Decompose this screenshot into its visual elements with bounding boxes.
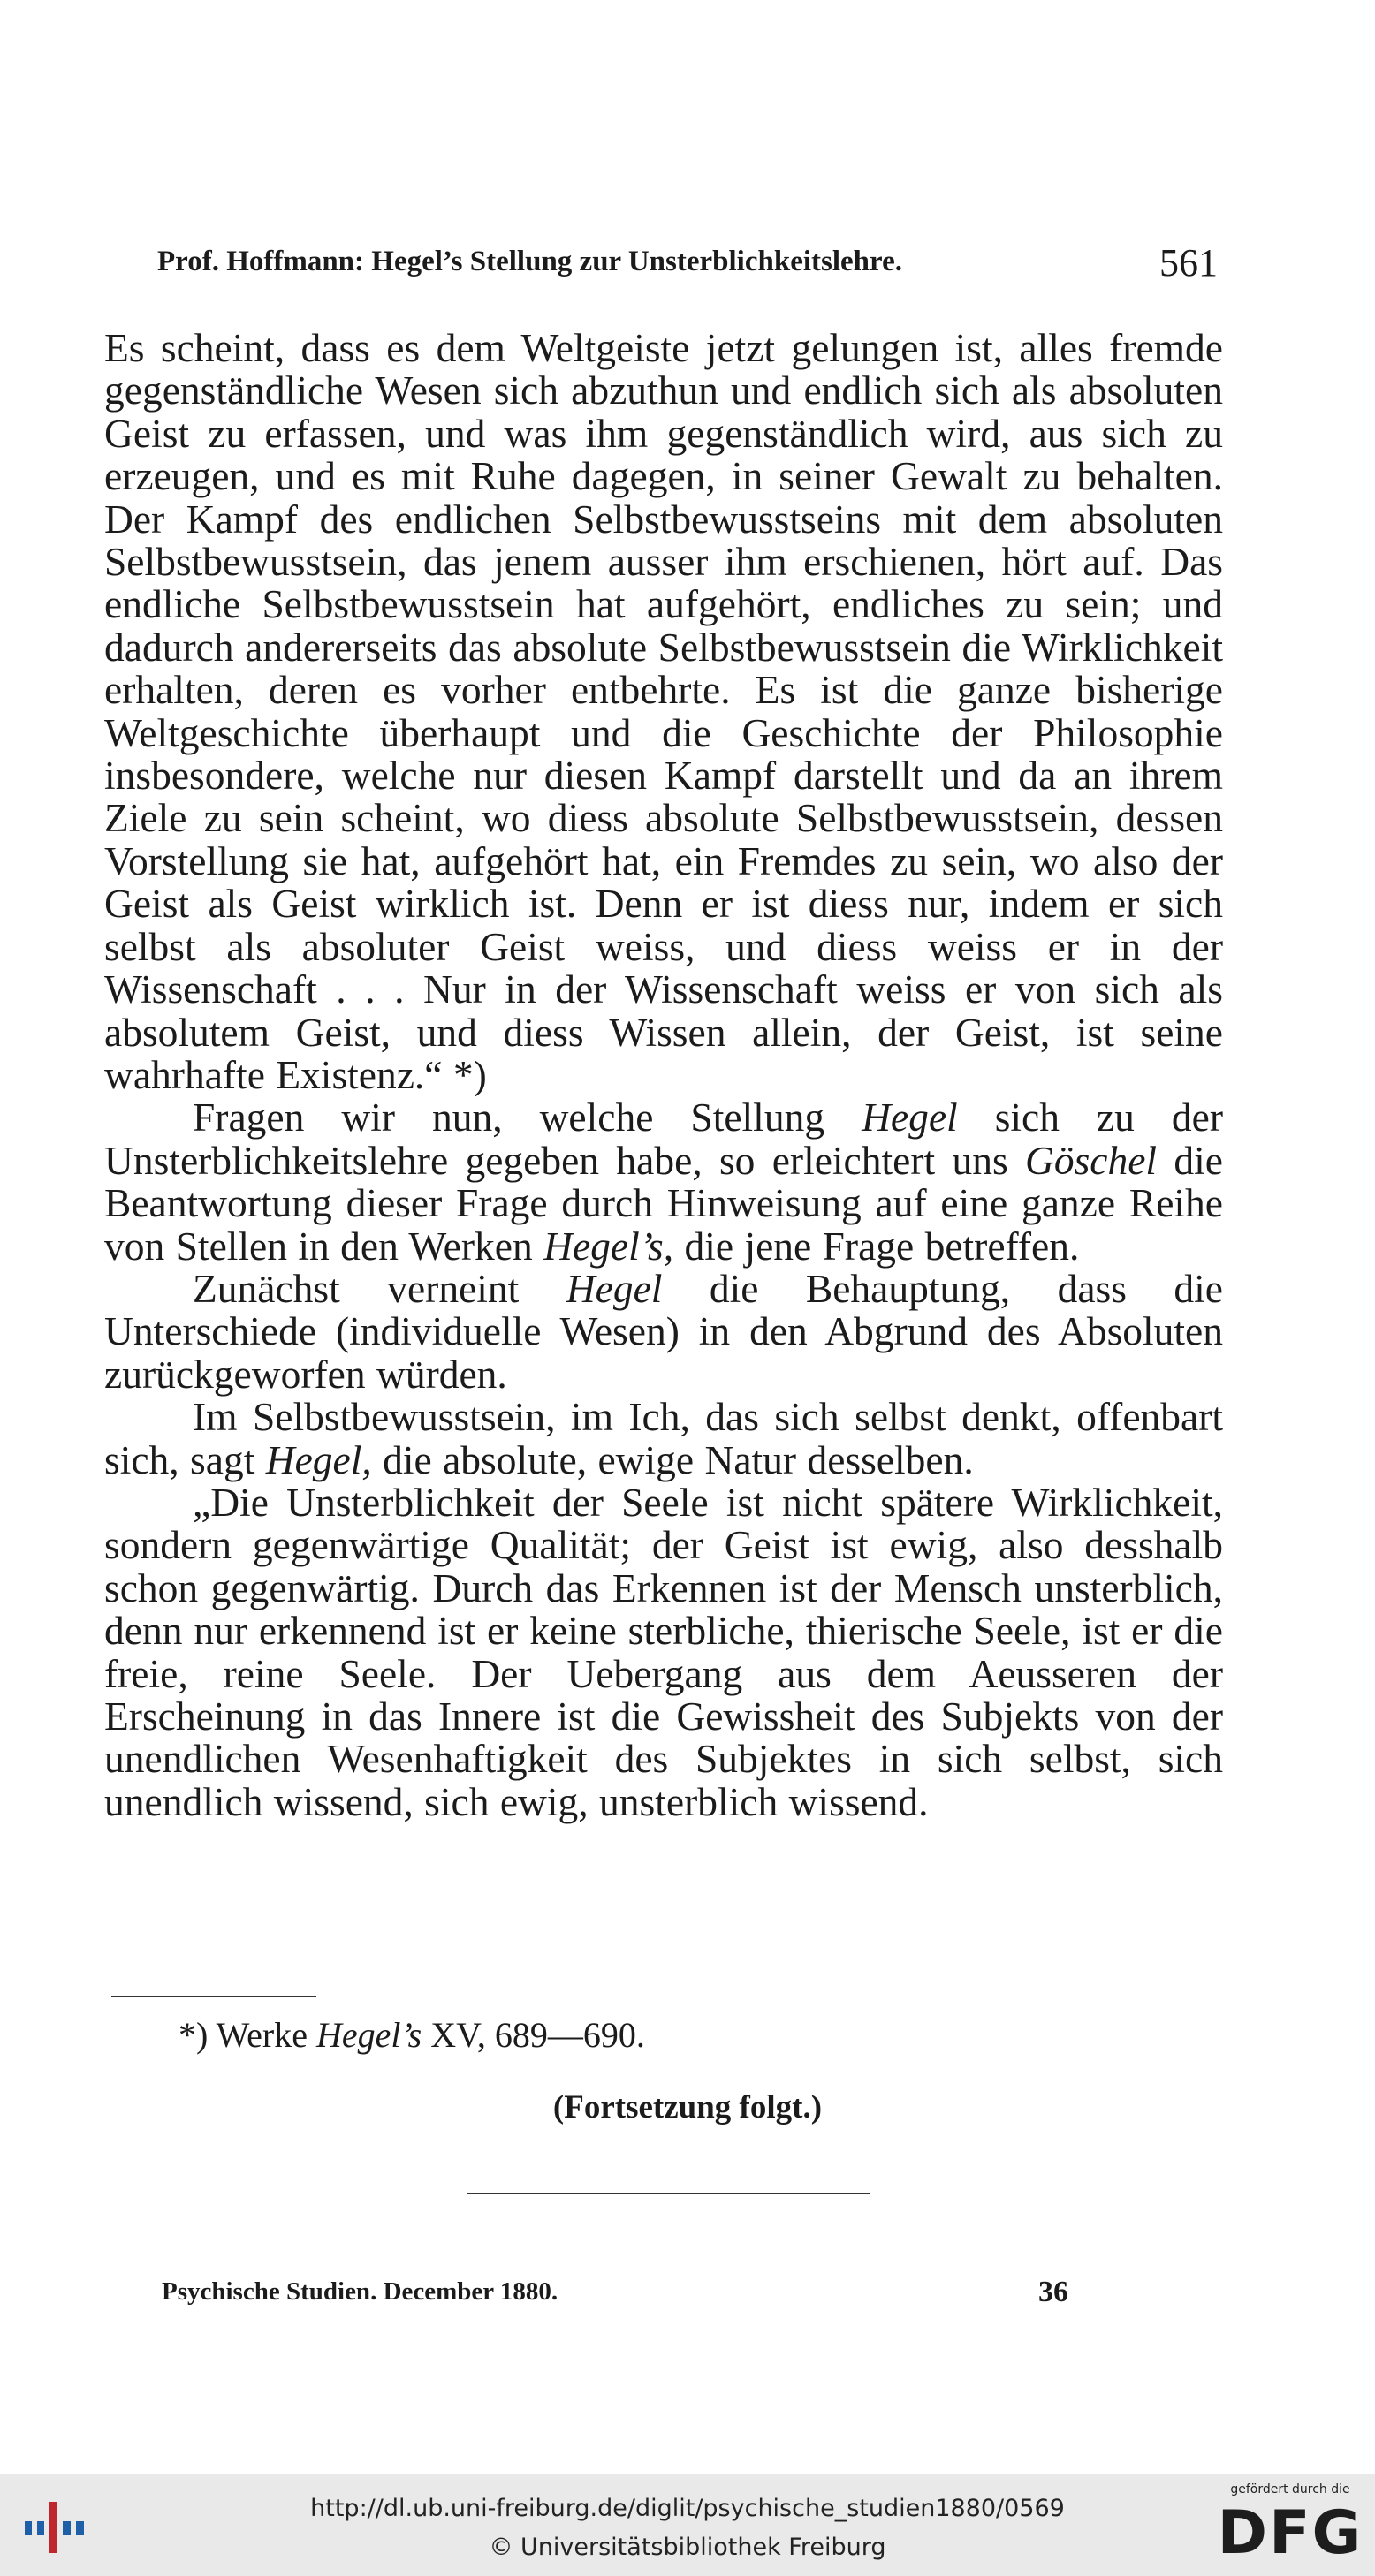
text-run: die absolute, ewige Natur desselben. [371,1436,974,1482]
text-run: Fragen wir nun, welche Stellung [193,1095,862,1140]
text-run: die Behauptung, dass die Unterschiede (individuelle Wesen) in den Abgrund des Absoluten zurückgeworfen würden. [104,1265,1223,1397]
document-url[interactable]: http://dl.ub.uni-freiburg.de/diglit/psychische_studien1880/0569 [310,2495,1065,2522]
dfg-funding-badge[interactable] [1211,2482,1370,2571]
text-run: sich zu der Unsterblichkeitslehre gegeben habe, so erleichtert uns [104,1095,1223,1183]
page-header [157,240,1218,286]
paragraph [104,1396,1223,1481]
dfg-logo-icon: DFG [1217,2498,1364,2568]
text-run: die jene Frage betreffen. [673,1223,1080,1269]
paragraph [104,1265,1223,1397]
text-run: Im Selbstbewusstsein, im Ich, das sich selbst denkt, offenbart sich, sagt [104,1394,1223,1482]
text-run: Es scheint, dass es dem Weltgeiste jetzt gelungen ist, alles fremde gegenständliche Wesen sich abzuthun und endlich sich als absoluten Geist zu erfassen, und was ihm gegenständlich wird, aus sich zu erzeugen, und es mit Ruhe dagegen, in seiner Gewalt zu behalten. Der Kampf des endlichen Selbstbewusstseins mit dem absoluten Selbstbewusstsein, das jenem ausser ihm erschienen, hört auf. Das endliche Selbstbewusstsein hat aufgehört, endliches zu sein; und dadurch andererseits das absolute Selbstbewusstsein die Wirklichkeit erhalten, deren es vorher entbehrte. Es ist die ganze bisherige Weltgeschichte überhaupt und die Geschichte der Philosophie insbesondere, welche nur diesen Kampf darstellt und da an ihrem Ziele zu sein scheint, wo diess absolute Selbstbewusstsein, dessen Vorstellung sie hat, aufgehört hat, ein Fremdes zu sein, wo also der Geist als Geist wirklich ist. Denn er ist diess nur, indem er sich selbst als absoluter Geist weiss, und diess weiss er in der Wissenschaft . . . Nur in der Wissenschaft weiss er von sich als absolutem Geist, und diess Wissen allein, der Geist, ist seine wahrhafte Existenz.“ *) [104,325,1223,1097]
footnote-work: Hegel’s [315,2015,422,2055]
running-title: Prof. Hoffmann: Hegel’s Stellung zur Unsterblichkeitslehre. [157,246,902,277]
italic-name: Hegel [862,1095,958,1140]
italic-name: Göschel [1024,1137,1158,1183]
text-run: Zunächst verneint [193,1265,566,1311]
footnote-rule [111,1996,316,1997]
italic-name: Hegel’s, [543,1223,674,1269]
section-end-rule [467,2193,870,2194]
continuation-note: (Fortsetzung folgt.) [552,2089,823,2125]
italic-name: Hegel, [265,1436,372,1482]
paragraph [104,327,1223,1096]
copyright-notice: © Universitätsbibliothek Freiburg [489,2534,886,2561]
footnote [179,2014,645,2056]
paragraph [104,1481,1223,1823]
funding-text: gefördert durch die [1230,2482,1350,2496]
signature-number: 36 [1038,2276,1068,2308]
footnote-reference: XV, 689—690. [422,2015,645,2055]
body-text [104,327,1223,1823]
signature-journal: Psychische Studien. December 1880. [162,2277,558,2306]
text-run: „Die Unsterblichkeit der Seele ist nicht spätere Wirklichkeit, sondern gegenwärtige Qualität; der Geist ist ewig, also desshalb schon gegenwärtig. Durch das Erkennen ist der Mensch unsterblich, denn nur erkennend ist er keine sterbliche, thierische Seele, ist er die freie, reine Seele. Der Uebergang aus dem Aeusseren der Erscheinung in das Innere ist die Gewissheit des Subjekts von der unendlichen Wesenhaftigkeit des Subjektes in sich selbst, sich unendlich wissend, sich ewig, unsterblich wissend. [104,1479,1223,1824]
text-run: die Beantwortung dieser Frage durch Hinweisung auf eine ganze Reihe von Stellen in den Werken [104,1137,1223,1269]
page-number: 561 [1159,241,1218,284]
italic-name: Hegel [566,1265,663,1311]
paragraph [104,1096,1223,1268]
viewer-footer [0,2474,1375,2576]
footnote-marker: *) Werke [179,2015,316,2055]
